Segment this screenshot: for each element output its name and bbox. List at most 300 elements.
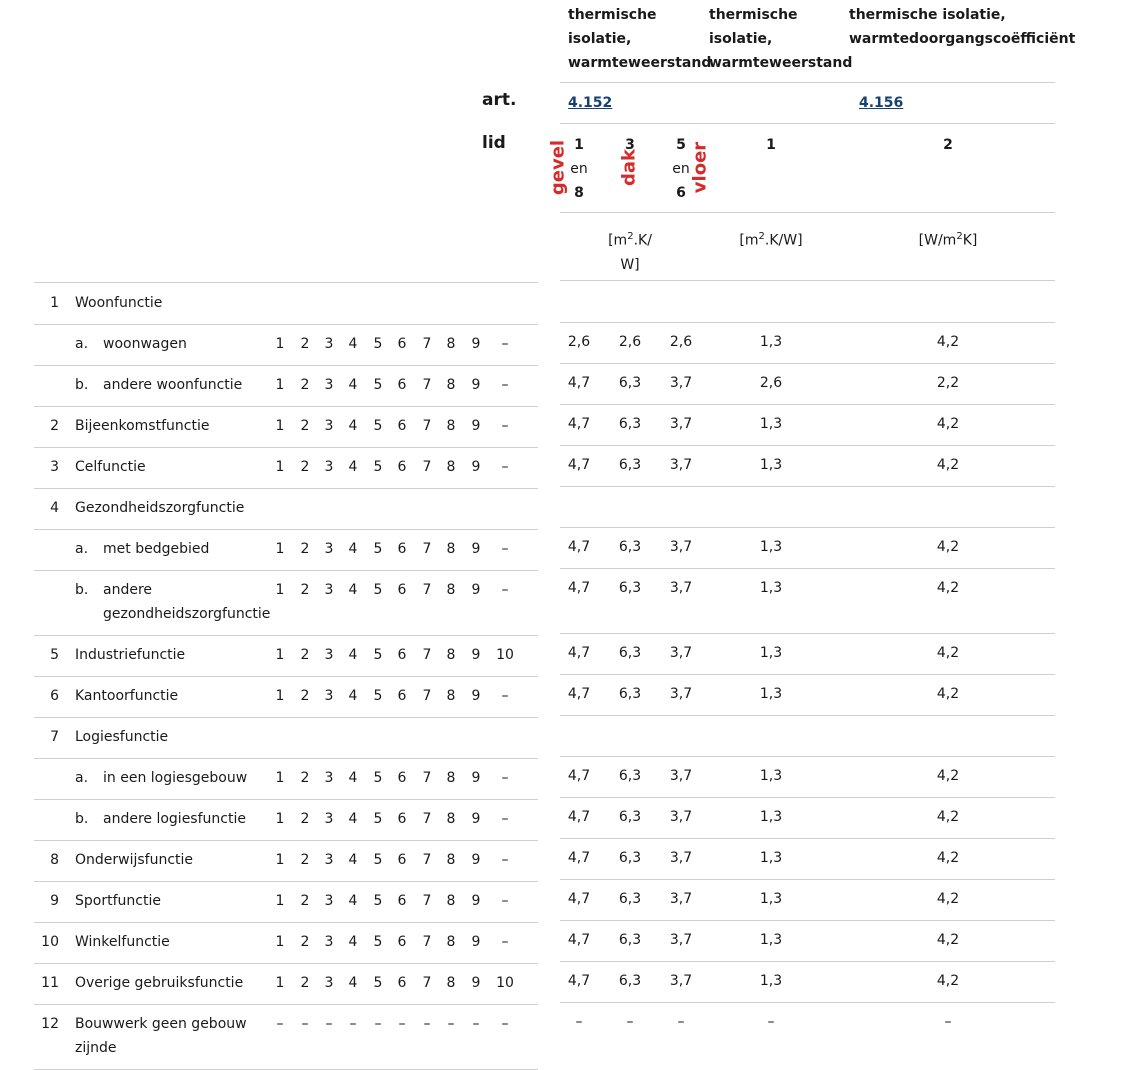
class-cell: 1 <box>275 893 285 909</box>
class-cell: 5 <box>373 377 383 393</box>
class-cell: 3 <box>324 811 334 827</box>
row-number: 2 <box>50 418 59 434</box>
value-cell: 4,7 <box>567 416 591 432</box>
value-cell: 3,7 <box>669 850 693 866</box>
value-cell: 4,7 <box>567 580 591 596</box>
row-divider <box>34 570 538 571</box>
class-cell: 9 <box>471 377 481 393</box>
row-divider <box>560 404 1055 405</box>
class-cell: 9 <box>471 893 481 909</box>
class-cell: 4 <box>348 582 358 598</box>
class-cell: – <box>501 770 509 786</box>
class-cell: 1 <box>275 852 285 868</box>
row-sub-letter: a. <box>75 770 89 786</box>
value-cell: 6,3 <box>618 850 642 866</box>
value-cell: 2,6 <box>567 334 591 350</box>
value-cell: 1,3 <box>759 973 783 989</box>
lid-label: lid <box>482 133 506 153</box>
class-cell: 8 <box>446 811 456 827</box>
value-cell: 2,6 <box>618 334 642 350</box>
row-label: Overige gebruiksfunctie <box>75 975 244 991</box>
class-cell: – <box>501 459 509 475</box>
class-cell: 8 <box>446 418 456 434</box>
value-cell: 4,7 <box>567 539 591 555</box>
class-cell: 9 <box>471 647 481 663</box>
class-cell: – <box>501 688 509 704</box>
row-divider <box>560 363 1055 364</box>
class-cell: 7 <box>422 541 432 557</box>
value-cell: 1,3 <box>759 539 783 555</box>
value-cell: 4,7 <box>567 457 591 473</box>
class-cell: 2 <box>300 377 310 393</box>
class-cell: – <box>501 582 509 598</box>
value-cell: 1,3 <box>759 809 783 825</box>
row-label: Bouwwerk geen gebouw <box>75 1016 247 1032</box>
value-cell: 4,2 <box>936 539 960 555</box>
class-cell: 9 <box>471 811 481 827</box>
class-cell: – <box>501 852 509 868</box>
row-label-cont: gezondheidszorgfunctie <box>103 606 271 622</box>
row-number: 6 <box>50 688 59 704</box>
class-cell: 6 <box>397 934 407 950</box>
class-cell: 5 <box>373 811 383 827</box>
class-cell: – <box>501 336 509 352</box>
row-divider <box>560 486 1055 487</box>
row-divider <box>560 674 1055 675</box>
value-cell: 1,3 <box>759 686 783 702</box>
row-label: Onderwijsfunctie <box>75 852 194 868</box>
class-cell: 2 <box>300 688 310 704</box>
class-cell: 6 <box>397 770 407 786</box>
class-cell: 7 <box>422 459 432 475</box>
value-cell: 3,7 <box>669 932 693 948</box>
row-divider <box>34 881 538 882</box>
class-cell: 3 <box>324 336 334 352</box>
value-cell: 4,7 <box>567 686 591 702</box>
row-label-cont: zijnde <box>75 1040 117 1056</box>
class-cell: 7 <box>422 418 432 434</box>
value-cell: 3,7 <box>669 645 693 661</box>
class-cell: 8 <box>446 893 456 909</box>
row-divider <box>560 568 1055 569</box>
class-cell: 4 <box>348 418 358 434</box>
class-cell: 6 <box>397 336 407 352</box>
class-cell: 1 <box>275 688 285 704</box>
value-cell: – <box>677 1014 685 1030</box>
class-cell: 5 <box>373 582 383 598</box>
class-cell: 6 <box>397 459 407 475</box>
class-cell: 4 <box>348 459 358 475</box>
row-divider <box>34 488 538 489</box>
class-cell: 8 <box>446 647 456 663</box>
class-cell: 4 <box>348 541 358 557</box>
class-cell: 4 <box>348 934 358 950</box>
class-cell: 6 <box>397 377 407 393</box>
row-divider <box>560 715 1055 716</box>
class-cell: 9 <box>471 459 481 475</box>
value-cell: 6,3 <box>618 539 642 555</box>
class-cell: 6 <box>397 852 407 868</box>
row-divider <box>34 447 538 448</box>
class-cell: 4 <box>348 893 358 909</box>
row-number: 1 <box>50 295 59 311</box>
value-cell: 3,7 <box>669 686 693 702</box>
class-cell: 8 <box>446 975 456 991</box>
class-cell: 7 <box>422 893 432 909</box>
class-cell: – <box>501 1016 509 1032</box>
class-cell: 5 <box>373 770 383 786</box>
class-cell: 4 <box>348 811 358 827</box>
value-cell: 6,3 <box>618 891 642 907</box>
class-cell: 7 <box>422 647 432 663</box>
value-cell: – <box>626 1014 634 1030</box>
class-cell: 9 <box>471 770 481 786</box>
row-label: met bedgebied <box>103 541 210 557</box>
value-cell: 1,3 <box>759 645 783 661</box>
class-cell: 1 <box>275 975 285 991</box>
row-divider <box>560 445 1055 446</box>
class-cell: 8 <box>446 688 456 704</box>
lid-value-5-6: 5 en 6 <box>672 137 690 201</box>
class-cell: 3 <box>324 934 334 950</box>
row-number: 10 <box>41 934 59 950</box>
row-label: andere logiesfunctie <box>103 811 246 827</box>
class-cell: 8 <box>446 377 456 393</box>
class-cell: 9 <box>471 975 481 991</box>
class-cell: 7 <box>422 770 432 786</box>
class-cell: 7 <box>422 377 432 393</box>
row-divider <box>560 527 1055 528</box>
class-cell: 8 <box>446 582 456 598</box>
class-cell: 3 <box>324 541 334 557</box>
value-cell: 3,7 <box>669 375 693 391</box>
value-cell: 6,3 <box>618 375 642 391</box>
class-cell: 2 <box>300 975 310 991</box>
value-cell: 4,2 <box>936 891 960 907</box>
class-cell: 9 <box>471 688 481 704</box>
row-divider <box>34 963 538 964</box>
class-cell: 1 <box>275 647 285 663</box>
value-cell: 4,7 <box>567 973 591 989</box>
value-cell: 6,3 <box>618 645 642 661</box>
class-cell: 5 <box>373 688 383 704</box>
row-divider <box>34 324 538 325</box>
value-cell: 3,7 <box>669 580 693 596</box>
row-divider <box>560 920 1055 921</box>
row-number: 3 <box>50 459 59 475</box>
class-cell: 6 <box>397 647 407 663</box>
class-cell: 10 <box>496 647 514 663</box>
value-cell: 4,2 <box>936 850 960 866</box>
value-cell: 1,3 <box>759 416 783 432</box>
row-label: andere <box>103 582 153 598</box>
class-cell: – <box>325 1016 333 1032</box>
row-divider <box>34 840 538 841</box>
class-cell: – <box>349 1016 357 1032</box>
class-cell: 7 <box>422 582 432 598</box>
value-cell: 6,3 <box>618 457 642 473</box>
class-cell: 6 <box>397 688 407 704</box>
value-cell: 4,2 <box>936 334 960 350</box>
class-cell: – <box>501 893 509 909</box>
class-cell: 10 <box>496 975 514 991</box>
dak-label: dak <box>618 149 640 187</box>
class-cell: 3 <box>324 418 334 434</box>
class-cell: 1 <box>275 811 285 827</box>
value-cell: 4,7 <box>567 809 591 825</box>
class-cell: 7 <box>422 336 432 352</box>
class-cell: 4 <box>348 688 358 704</box>
unit-1: [$m^2.K/$ W] <box>608 231 652 273</box>
value-cell: 6,3 <box>618 809 642 825</box>
class-cell: 3 <box>324 852 334 868</box>
class-cell: 8 <box>446 336 456 352</box>
class-cell: 4 <box>348 770 358 786</box>
class-cell: – <box>301 1016 309 1032</box>
class-cell: 5 <box>373 418 383 434</box>
class-cell: – <box>374 1016 382 1032</box>
row-divider <box>34 676 538 677</box>
class-cell: 5 <box>373 934 383 950</box>
class-cell: 6 <box>397 541 407 557</box>
class-cell: 5 <box>373 459 383 475</box>
class-cell: – <box>447 1016 455 1032</box>
row-label: Celfunctie <box>75 459 146 475</box>
row-divider <box>34 717 538 718</box>
class-cell: 7 <box>422 811 432 827</box>
value-cell: 4,2 <box>936 768 960 784</box>
class-cell: 4 <box>348 975 358 991</box>
class-cell: 2 <box>300 459 310 475</box>
class-cell: 2 <box>300 770 310 786</box>
value-cell: 2,6 <box>759 375 783 391</box>
class-cell: 6 <box>397 811 407 827</box>
class-cell: 2 <box>300 582 310 598</box>
row-label: Winkelfunctie <box>75 934 170 950</box>
class-cell: 4 <box>348 647 358 663</box>
class-cell: 9 <box>471 852 481 868</box>
value-cell: 4,7 <box>567 375 591 391</box>
value-cell: 4,2 <box>936 416 960 432</box>
class-cell: 7 <box>422 975 432 991</box>
art-link-4156[interactable]: 4.156 <box>859 95 904 111</box>
value-cell: 4,2 <box>936 645 960 661</box>
class-cell: 4 <box>348 377 358 393</box>
lid-value-2: 2 <box>943 137 953 153</box>
class-cell: 2 <box>300 934 310 950</box>
row-number: 12 <box>41 1016 59 1032</box>
row-number: 5 <box>50 647 59 663</box>
row-divider <box>34 365 538 366</box>
value-cell: 3,7 <box>669 416 693 432</box>
class-cell: 7 <box>422 852 432 868</box>
row-label: Industriefunctie <box>75 647 186 663</box>
value-cell: 4,2 <box>936 457 960 473</box>
row-divider <box>560 633 1055 634</box>
value-cell: 6,3 <box>618 932 642 948</box>
class-cell: 3 <box>324 688 334 704</box>
value-cell: – <box>575 1014 583 1030</box>
value-cell: – <box>944 1014 952 1030</box>
col-group3-title: thermische isolatie, warmtedoorgangscoëfficiënt <box>849 7 1076 47</box>
class-cell: 9 <box>471 582 481 598</box>
class-cell: 9 <box>471 418 481 434</box>
row-divider <box>560 322 1055 323</box>
value-cell: 3,7 <box>669 809 693 825</box>
lid-value-1-8: 1 en 8 <box>570 137 588 201</box>
value-cell: 4,7 <box>567 768 591 784</box>
value-cell: 1,3 <box>759 334 783 350</box>
class-cell: 9 <box>471 336 481 352</box>
gevel-label: gevel <box>547 139 569 196</box>
row-divider <box>34 635 538 636</box>
row-number: 9 <box>50 893 59 909</box>
class-cell: 8 <box>446 770 456 786</box>
class-cell: 6 <box>397 582 407 598</box>
class-cell: 5 <box>373 647 383 663</box>
class-cell: 2 <box>300 647 310 663</box>
value-cell: 1,3 <box>759 457 783 473</box>
class-cell: 8 <box>446 852 456 868</box>
class-cell: – <box>501 811 509 827</box>
vloer-label: vloer <box>689 141 711 194</box>
value-cell: 4,2 <box>936 932 960 948</box>
class-cell: 9 <box>471 934 481 950</box>
class-cell: 3 <box>324 582 334 598</box>
value-cell: 3,7 <box>669 539 693 555</box>
class-cell: 5 <box>373 975 383 991</box>
art-link-4152[interactable]: 4.152 <box>568 95 613 111</box>
value-cell: 1,3 <box>759 768 783 784</box>
class-cell: 4 <box>348 336 358 352</box>
row-sub-letter: b. <box>75 377 89 393</box>
class-cell: – <box>472 1016 480 1032</box>
class-cell: 2 <box>300 541 310 557</box>
class-cell: 3 <box>324 770 334 786</box>
row-sub-letter: b. <box>75 582 89 598</box>
value-cell: 3,7 <box>669 768 693 784</box>
class-cell: 1 <box>275 336 285 352</box>
class-cell: 8 <box>446 541 456 557</box>
class-cell: 1 <box>275 459 285 475</box>
value-cell: 3,7 <box>669 457 693 473</box>
class-cell: – <box>398 1016 406 1032</box>
class-cell: 3 <box>324 647 334 663</box>
class-cell: 9 <box>471 541 481 557</box>
row-label: in een logiesgebouw <box>103 770 248 786</box>
value-cell: 1,3 <box>759 580 783 596</box>
value-cell: 1,3 <box>759 932 783 948</box>
value-cell: 3,7 <box>669 973 693 989</box>
row-number: 7 <box>50 729 59 745</box>
row-divider <box>560 838 1055 839</box>
row-divider <box>560 961 1055 962</box>
row-label: Kantoorfunctie <box>75 688 179 704</box>
row-label: woonwagen <box>103 336 187 352</box>
class-cell: – <box>276 1016 284 1032</box>
class-cell: 4 <box>348 852 358 868</box>
value-cell: 2,2 <box>936 375 960 391</box>
class-cell: 1 <box>275 377 285 393</box>
value-cell: 4,7 <box>567 932 591 948</box>
class-cell: – <box>501 418 509 434</box>
row-divider <box>34 758 538 759</box>
row-divider <box>34 799 538 800</box>
class-cell: 2 <box>300 811 310 827</box>
row-divider <box>560 879 1055 880</box>
class-cell: 3 <box>324 377 334 393</box>
unit-3: $[W/m^2K]$ <box>918 231 978 249</box>
class-cell: 2 <box>300 418 310 434</box>
row-number: 4 <box>50 500 59 516</box>
class-cell: 8 <box>446 459 456 475</box>
class-cell: 3 <box>324 893 334 909</box>
value-cell: 1,3 <box>759 850 783 866</box>
value-cell: 6,3 <box>618 580 642 596</box>
value-cell: 6,3 <box>618 416 642 432</box>
class-cell: 1 <box>275 541 285 557</box>
art-label: art. <box>482 90 517 110</box>
class-cell: 1 <box>275 934 285 950</box>
row-sub-letter: a. <box>75 336 89 352</box>
value-cell: – <box>767 1014 775 1030</box>
class-cell: 6 <box>397 893 407 909</box>
value-cell: 4,7 <box>567 891 591 907</box>
class-cell: 1 <box>275 770 285 786</box>
row-label: Bijeenkomstfunctie <box>75 418 210 434</box>
class-cell: 8 <box>446 934 456 950</box>
row-divider <box>34 529 538 530</box>
value-cell: 4,2 <box>936 686 960 702</box>
value-cell: 6,3 <box>618 768 642 784</box>
row-number: 8 <box>50 852 59 868</box>
class-cell: 3 <box>324 459 334 475</box>
class-cell: 6 <box>397 418 407 434</box>
class-cell: 5 <box>373 893 383 909</box>
row-label: andere woonfunctie <box>103 377 243 393</box>
value-cell: 6,3 <box>618 686 642 702</box>
row-divider <box>34 406 538 407</box>
row-divider <box>34 1004 538 1005</box>
class-cell: – <box>423 1016 431 1032</box>
class-cell: 7 <box>422 934 432 950</box>
row-label: Gezondheidszorgfunctie <box>75 500 245 516</box>
class-cell: 5 <box>373 541 383 557</box>
row-sub-letter: b. <box>75 811 89 827</box>
value-cell: 4,7 <box>567 645 591 661</box>
value-cell: 4,2 <box>936 809 960 825</box>
row-label: Sportfunctie <box>75 893 161 909</box>
class-cell: – <box>501 541 509 557</box>
row-divider <box>560 797 1055 798</box>
class-cell: 1 <box>275 418 285 434</box>
class-cell: 1 <box>275 582 285 598</box>
value-cell: 4,2 <box>936 580 960 596</box>
row-divider <box>34 922 538 923</box>
value-cell: 1,3 <box>759 891 783 907</box>
class-cell: – <box>501 377 509 393</box>
value-cell: 2,6 <box>669 334 693 350</box>
row-divider <box>560 756 1055 757</box>
row-number: 11 <box>41 975 59 991</box>
value-cell: 4,7 <box>567 850 591 866</box>
row-label: Woonfunctie <box>75 295 163 311</box>
class-cell: 7 <box>422 688 432 704</box>
col-group1-title: thermische isolatie, warmteweerstand <box>568 7 712 71</box>
class-cell: – <box>501 934 509 950</box>
class-cell: 6 <box>397 975 407 991</box>
unit-2: $[m^2.K/W]$ <box>739 231 803 249</box>
